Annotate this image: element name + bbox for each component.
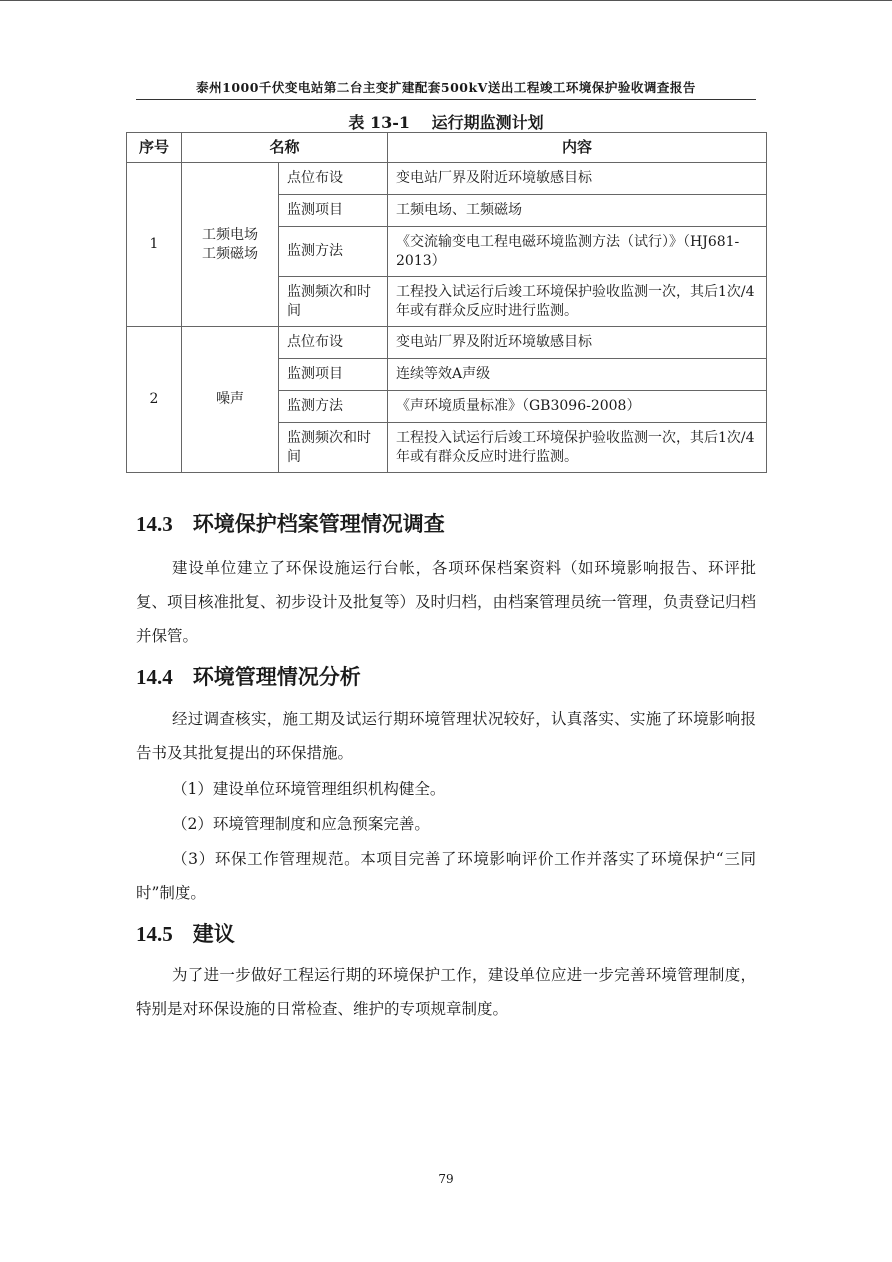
section-title: 环境保护档案管理情况调查 — [192, 512, 445, 536]
section-number: 14.5 — [136, 922, 173, 946]
section-number: 14.4 — [136, 665, 173, 689]
header-name: 名称 — [182, 133, 388, 163]
body-paragraph: 为了进一步做好工程运行期的环境保护工作，建设单位应进一步完善环境管理制度，特别是对环保设施的日常检查、维护的专项规章制度。 — [136, 966, 756, 1018]
content-cell: 工程投入试运行后竣工环境保护验收监测一次，其后1次/4年或有群众反应时进行监测。 — [388, 277, 767, 327]
section-number: 14.3 — [136, 512, 173, 536]
running-header: 泰州1000千伏变电站第二台主变扩建配套500kV送出工程竣工环境保护验收调查报告 — [196, 80, 696, 95]
header-rule — [136, 99, 756, 100]
table-caption-number: 表 13-1 — [348, 113, 411, 132]
section-heading-14-5 — [136, 918, 235, 948]
section-heading-14-3 — [136, 508, 445, 538]
table-row — [127, 163, 767, 195]
table-header-row — [127, 133, 767, 163]
item-cell: 监测频次和时间 — [279, 423, 388, 473]
item-cell: 监测频次和时间 — [279, 277, 388, 327]
list-item: （1）建设单位环境管理组织机构健全。 — [172, 780, 446, 798]
item-cell: 监测方法 — [279, 391, 388, 423]
group-no: 2 — [127, 327, 182, 473]
group-name-line: 工频电场 — [202, 226, 258, 243]
group-name-line: 工频磁场 — [202, 245, 258, 262]
item-cell: 监测项目 — [279, 195, 388, 227]
list-item: （2）环境管理制度和应急预案完善。 — [172, 815, 430, 833]
content-cell: 《声环境质量标准》（GB3096-2008） — [388, 391, 767, 423]
top-border — [0, 0, 892, 1]
header-content: 内容 — [388, 133, 767, 163]
content-cell: 工程投入试运行后竣工环境保护验收监测一次，其后1次/4年或有群众反应时进行监测。 — [388, 423, 767, 473]
monitoring-plan-table — [126, 132, 767, 473]
group-name: 噪声 — [182, 327, 279, 473]
page-number: 79 — [438, 1172, 454, 1186]
content-cell: 工频电场、工频磁场 — [388, 195, 767, 227]
group-name — [182, 163, 279, 327]
content-cell: 变电站厂界及附近环境敏感目标 — [388, 327, 767, 359]
section-title: 环境管理情况分析 — [192, 665, 361, 689]
group-no: 1 — [127, 163, 182, 327]
table-row — [127, 327, 767, 359]
content-cell: 变电站厂界及附近环境敏感目标 — [388, 163, 767, 195]
section-title: 建议 — [192, 922, 235, 946]
content-cell: 《交流输变电工程电磁环境监测方法（试行）》（HJ681-2013） — [388, 227, 767, 277]
body-paragraph: 经过调查核实，施工期及试运行期环境管理状况较好，认真落实、实施了环境影响报告书及其批复提出的环保措施。 — [136, 710, 756, 762]
item-cell: 监测项目 — [279, 359, 388, 391]
body-paragraph: 建设单位建立了环保设施运行台帐，各项环保档案资料（如环境影响报告、环评批复、项目核准批复、初步设计及批复等）及时归档，由档案管理员统一管理，负责登记归档并保管。 — [136, 559, 757, 645]
table-caption — [126, 110, 766, 133]
list-item: （3）环保工作管理规范。本项目完善了环境影响评价工作并落实了环境保护“三同时”制度。 — [136, 850, 756, 902]
header-no: 序号 — [127, 133, 182, 163]
content-cell: 连续等效A声级 — [388, 359, 767, 391]
item-cell: 点位布设 — [279, 327, 388, 359]
table-caption-title: 运行期监测计划 — [431, 113, 544, 132]
item-cell: 监测方法 — [279, 227, 388, 277]
section-heading-14-4 — [136, 661, 361, 691]
item-cell: 点位布设 — [279, 163, 388, 195]
